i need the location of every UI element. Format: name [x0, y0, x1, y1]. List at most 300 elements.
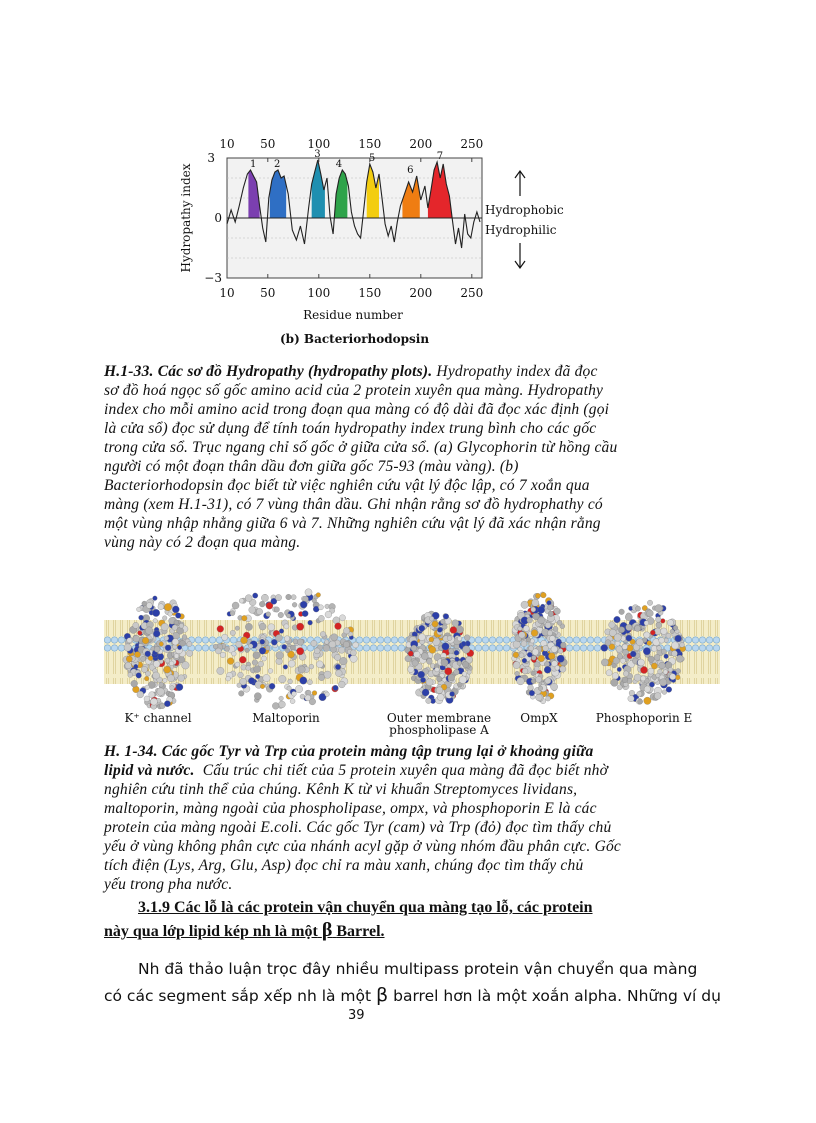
atom-sphere [435, 667, 440, 672]
atom-sphere [613, 658, 620, 665]
atom-sphere [286, 614, 290, 618]
atom-sphere [283, 665, 288, 670]
atom-sphere [284, 636, 290, 642]
atom-sphere [656, 622, 662, 628]
atom-sphere [676, 655, 683, 662]
ompx-structure [510, 592, 567, 704]
atom-sphere [179, 623, 184, 628]
atom-sphere [320, 631, 326, 637]
atom-sphere [248, 644, 253, 649]
atom-sphere [654, 693, 661, 700]
atom-sphere [174, 654, 179, 659]
atom-sphere [531, 630, 538, 637]
protein-label-ompx: OmpX [520, 711, 558, 725]
atom-sphere [637, 691, 642, 696]
atom-sphere [548, 611, 554, 617]
atom-sphere [655, 605, 663, 613]
atom-sphere [279, 675, 287, 683]
atom-sphere [261, 594, 268, 601]
atom-sphere [418, 671, 425, 678]
atom-sphere [651, 663, 657, 669]
caption-1-line: là cửa sổ) đọc sử dụng để tính toán hydropathy index trung bình cho các gốc [104, 420, 597, 437]
atom-sphere [292, 602, 297, 607]
atom-sphere [414, 651, 421, 658]
atom-sphere [343, 628, 349, 634]
atom-sphere [647, 610, 654, 617]
atom-sphere [159, 682, 164, 687]
caption-1-line: người có một đoạn thân dầu đơn giữa gốc 75-93 (màu vàng). (b) [104, 458, 519, 475]
caption-1-line: Hydropathy index đã đọc [436, 363, 598, 380]
atom-sphere [554, 608, 560, 614]
atom-sphere [231, 651, 236, 656]
atom-sphere [268, 669, 273, 674]
atom-sphere [217, 667, 224, 674]
atom-sphere [249, 606, 256, 613]
atom-sphere [622, 644, 628, 650]
atom-sphere [627, 645, 634, 652]
atom-sphere [175, 613, 181, 619]
atom-sphere [282, 644, 287, 649]
atom-sphere [238, 672, 244, 678]
caption-2-line: tích điện (Lys, Arg, Glu, Asp) đọc chỉ ra màu xanh, chúng đọc tìm thấy chủ [104, 857, 584, 874]
atom-sphere [157, 688, 165, 696]
y-tick-3: 3 [207, 151, 215, 165]
caption-2-line: maltoporin, màng ngoài của phospholipase, ompx, và phosphoporin E là các [104, 800, 597, 817]
atom-sphere [230, 611, 235, 616]
atom-sphere [350, 655, 357, 662]
bottom-tick-label: 250 [460, 286, 484, 300]
atom-sphere [145, 627, 153, 635]
atom-sphere [235, 662, 240, 667]
atom-sphere [178, 675, 185, 682]
atom-sphere [309, 664, 314, 669]
atom-sphere [436, 687, 443, 694]
atom-sphere [339, 647, 345, 653]
atom-sphere [153, 630, 160, 637]
atom-sphere [636, 639, 643, 646]
atom-sphere [145, 685, 150, 690]
atom-sphere [256, 608, 262, 614]
atom-sphere [551, 683, 558, 690]
atom-sphere [530, 639, 534, 643]
atom-sphere [226, 676, 231, 681]
atom-sphere [153, 672, 160, 679]
atom-sphere [522, 658, 527, 663]
atom-sphere [125, 662, 132, 669]
atom-sphere [325, 611, 332, 618]
atom-sphere [527, 652, 532, 657]
atom-sphere [222, 634, 228, 640]
atom-sphere [278, 612, 284, 618]
atom-sphere [142, 637, 149, 644]
atom-sphere [536, 676, 542, 682]
atom-sphere [246, 666, 251, 671]
atom-sphere [408, 651, 413, 656]
atom-sphere [305, 589, 312, 596]
atom-sphere [538, 617, 545, 624]
atom-sphere [331, 634, 338, 641]
atom-sphere [519, 632, 526, 639]
body-line: Nh đã thảo luận trọc đây nhiều multipass protein vận chuyển qua màng [138, 960, 698, 978]
atom-sphere [307, 680, 312, 685]
atom-sphere [170, 686, 175, 691]
atom-sphere [254, 693, 261, 700]
atom-sphere [515, 671, 520, 676]
atom-sphere [426, 698, 432, 704]
atom-sphere [442, 643, 449, 650]
atom-sphere [172, 625, 178, 631]
atom-sphere [463, 661, 469, 667]
beta-symbol: β [321, 919, 333, 941]
atom-sphere [548, 605, 554, 611]
atom-sphere [318, 615, 324, 621]
atom-sphere [290, 645, 295, 650]
atom-sphere [161, 623, 168, 630]
atom-sphere [159, 642, 163, 646]
atom-sphere [680, 642, 685, 647]
atom-sphere [625, 614, 632, 621]
atom-sphere [454, 650, 459, 655]
atom-sphere [259, 601, 265, 607]
segment-number-label: 1 [250, 159, 257, 170]
atom-sphere [253, 593, 258, 598]
atom-sphere [644, 621, 649, 626]
atom-sphere [165, 658, 170, 663]
atom-sphere [333, 685, 338, 690]
atom-sphere [227, 658, 234, 665]
atom-sphere [245, 648, 250, 653]
atom-sphere [237, 683, 242, 688]
atom-sphere [325, 692, 330, 697]
segment-number-label: 6 [407, 165, 414, 176]
bottom-tick-label: 150 [358, 286, 382, 300]
atom-sphere [628, 695, 634, 701]
atom-sphere [182, 662, 190, 670]
atom-sphere [531, 655, 536, 660]
atom-sphere [263, 674, 270, 681]
atom-sphere [441, 659, 448, 666]
atom-sphere [338, 681, 345, 688]
atom-sphere [316, 593, 321, 598]
atom-sphere [308, 620, 313, 625]
atom-sphere [297, 648, 304, 655]
atom-sphere [239, 598, 244, 603]
top-tick-label: 200 [409, 137, 433, 151]
atom-sphere [450, 692, 455, 697]
atom-sphere [638, 659, 645, 666]
atom-sphere [538, 655, 545, 662]
atom-sphere [513, 662, 520, 669]
panel-label: (b) Bacteriorhodopsin [280, 332, 430, 346]
section-heading [104, 897, 724, 943]
atom-sphere [429, 646, 436, 653]
atom-sphere [255, 674, 260, 679]
atom-sphere [153, 619, 157, 623]
atom-sphere [172, 606, 179, 613]
atom-sphere [675, 675, 680, 680]
atom-sphere [295, 685, 302, 692]
membrane-proteins-figure [104, 580, 720, 740]
atom-sphere [298, 666, 305, 673]
atom-sphere [531, 679, 536, 684]
atom-sphere [440, 619, 445, 624]
atom-sphere [619, 627, 625, 633]
atom-sphere [144, 676, 149, 681]
atom-sphere [285, 649, 289, 653]
atom-sphere [546, 696, 551, 701]
atom-sphere [163, 678, 167, 682]
top-tick-label: 50 [260, 137, 276, 151]
atom-sphere [647, 600, 652, 605]
atom-sphere [536, 694, 543, 701]
hydrophilic-arrow-icon [515, 243, 525, 268]
atom-sphere [535, 593, 540, 598]
atom-sphere [279, 629, 284, 634]
atom-sphere [286, 594, 292, 600]
y-tick-neg3: −3 [204, 271, 222, 285]
atom-sphere [672, 651, 678, 657]
atom-sphere [323, 645, 330, 652]
atom-sphere [145, 651, 151, 657]
body-paragraph [104, 956, 724, 1009]
atom-sphere [656, 617, 662, 623]
atom-sphere [445, 668, 452, 675]
atom-sphere [557, 655, 564, 662]
segment-number-label: 7 [436, 151, 444, 162]
bottom-tick-label: 100 [307, 286, 331, 300]
atom-sphere [626, 624, 632, 630]
atom-sphere [297, 639, 303, 645]
atom-sphere [300, 694, 305, 699]
atom-sphere [558, 649, 563, 654]
atom-sphere [172, 639, 179, 646]
atom-sphere [187, 641, 192, 646]
atom-sphere [654, 654, 660, 660]
atom-sphere [601, 659, 608, 666]
atom-sphere [663, 670, 668, 675]
atom-sphere [532, 599, 539, 606]
atom-sphere [638, 699, 643, 704]
atom-sphere [667, 620, 673, 626]
atom-sphere [126, 656, 132, 662]
page-number: 39 [348, 1008, 365, 1023]
atom-sphere [318, 605, 323, 610]
atom-sphere [312, 691, 317, 696]
caption-2-title: H. 1-34. Các gốc Tyr và Trp của protein màng tập trung lại ở khoảng giữa [104, 743, 594, 760]
atom-sphere [651, 646, 657, 652]
atom-sphere [429, 637, 434, 642]
atom-sphere [666, 687, 672, 693]
atom-sphere [656, 673, 660, 677]
atom-sphere [553, 626, 558, 631]
top-tick-label: 100 [307, 137, 331, 151]
body-line: barrel hơn là một xoắn alpha. Những ví dụ [393, 987, 721, 1005]
atom-sphere [532, 649, 539, 656]
atom-sphere [517, 677, 525, 685]
atom-sphere [614, 616, 621, 623]
atom-sphere [659, 637, 665, 643]
atom-sphere [418, 634, 425, 641]
caption-1-line: trong cửa sổ. Trục ngang chỉ số gốc ở giữa cửa sổ. (a) Glycophorin từ hồng cầu [104, 439, 618, 456]
atom-sphere [274, 607, 279, 612]
atom-sphere [534, 666, 539, 671]
atom-sphere [629, 690, 635, 696]
atom-sphere [545, 622, 551, 628]
bottom-tick-label: 10 [219, 286, 235, 300]
atom-sphere [245, 595, 252, 602]
atom-sphere [641, 676, 646, 681]
atom-sphere [412, 660, 418, 666]
atom-sphere [560, 666, 566, 672]
atom-sphere [457, 636, 462, 641]
atom-sphere [437, 694, 444, 701]
atom-sphere [620, 658, 625, 663]
atom-sphere [421, 653, 428, 660]
atom-sphere [630, 651, 636, 657]
atom-sphere [314, 648, 320, 654]
atom-sphere [670, 629, 674, 633]
atom-sphere [649, 682, 654, 687]
beta-symbol: β [376, 984, 389, 1006]
atom-sphere [411, 645, 417, 651]
atom-sphere [531, 671, 536, 676]
atom-sphere [241, 665, 247, 671]
atom-sphere [133, 622, 139, 628]
atom-sphere [661, 628, 668, 635]
atom-sphere [164, 666, 171, 673]
atom-sphere [252, 660, 258, 666]
atom-sphere [306, 690, 311, 695]
caption-1-line: vùng này có 2 đoạn qua màng. [104, 534, 301, 551]
atom-sphere [650, 630, 655, 635]
atom-sphere [548, 653, 555, 660]
atom-sphere [617, 685, 622, 690]
atom-sphere [529, 690, 535, 696]
atom-sphere [131, 680, 138, 687]
atom-sphere [220, 652, 226, 658]
top-tick-label: 150 [358, 137, 382, 151]
atom-sphere [443, 614, 449, 620]
atom-sphere [519, 653, 524, 658]
atom-sphere [164, 636, 169, 641]
atom-sphere [545, 678, 551, 684]
atom-sphere [464, 635, 470, 641]
atom-sphere [541, 592, 547, 598]
atom-sphere [137, 691, 144, 698]
atom-sphere [268, 624, 275, 631]
atom-sphere [176, 684, 183, 691]
atom-sphere [462, 672, 467, 677]
hydrophobic-label: Hydrophobic [485, 203, 564, 217]
atom-sphere [648, 668, 654, 674]
atom-sphere [670, 674, 676, 680]
atom-sphere [259, 647, 266, 654]
atom-sphere [544, 662, 549, 667]
atom-sphere [522, 668, 528, 674]
atom-sphere [622, 677, 628, 683]
segment-number-label: 5 [368, 153, 376, 164]
atom-sphere [127, 638, 132, 643]
atom-sphere [276, 652, 284, 660]
atom-sphere [153, 596, 158, 601]
atom-sphere [626, 635, 632, 641]
atom-sphere [513, 652, 519, 658]
atom-sphere [560, 642, 566, 648]
atom-sphere [217, 626, 224, 633]
atom-sphere [168, 612, 172, 616]
atom-sphere [531, 607, 536, 612]
atom-sphere [452, 620, 459, 627]
atom-sphere [619, 609, 625, 615]
atom-sphere [300, 677, 307, 684]
atom-sphere [422, 689, 429, 696]
caption-1-line: màng (xem H.1-31), có 7 vùng thân dầu. Ghi nhận rằng sơ đồ hydrophathy có [104, 496, 603, 513]
atom-sphere [164, 603, 171, 610]
hydrophilic-label: Hydrophilic [485, 223, 557, 237]
atom-sphere [538, 686, 543, 691]
atom-sphere [528, 685, 534, 691]
atom-sphere [168, 675, 175, 682]
atom-sphere [661, 649, 666, 654]
atom-sphere [547, 630, 552, 635]
y-tick-0: 0 [214, 211, 222, 225]
atom-sphere [644, 632, 650, 638]
atom-sphere [149, 692, 155, 698]
atom-sphere [426, 679, 433, 686]
atom-sphere [292, 691, 297, 696]
atom-sphere [335, 664, 340, 669]
atom-sphere [521, 641, 527, 647]
atom-sphere [284, 624, 289, 629]
caption-1-line: sơ đồ hoá ngọc số gốc amino acid của 2 protein xuyên qua màng. Hydropathy [104, 382, 604, 399]
k-channel-structure [123, 596, 193, 709]
caption-1-line: index cho mỗi amino acid trong đoạn qua màng có độ dài đã đọc xác định (gọi [104, 401, 610, 418]
figure-1-34-caption [104, 742, 720, 894]
atom-sphere [302, 611, 308, 617]
segment-number-label: 4 [335, 159, 343, 170]
caption-1-label: H.1-33. Các sơ đồ Hydropathy (hydropathy plots). [104, 363, 433, 380]
atom-sphere [335, 623, 342, 630]
atom-sphere [124, 644, 131, 651]
atom-sphere [128, 673, 133, 678]
atom-sphere [165, 645, 171, 651]
hydrophobic-arrow-icon [515, 171, 525, 196]
atom-sphere [462, 646, 470, 654]
bottom-tick-label: 200 [409, 286, 433, 300]
atom-sphere [614, 634, 621, 641]
atom-sphere [158, 604, 164, 610]
atom-sphere [235, 626, 239, 630]
atom-sphere [664, 654, 669, 659]
atom-sphere [146, 603, 152, 609]
atom-sphere [659, 662, 666, 669]
atom-sphere [137, 607, 142, 612]
atom-sphere [133, 635, 140, 642]
caption-1-line: một vùng nhập nhằng giữa 6 và 7. Những nghiên cứu vật lý đã xác nhận rằng [104, 515, 601, 532]
atom-sphere [242, 615, 248, 621]
atom-sphere [174, 620, 179, 625]
atom-sphere [543, 645, 549, 651]
atom-sphere [616, 646, 623, 653]
atom-sphere [448, 674, 455, 681]
atom-sphere [544, 666, 551, 673]
atom-sphere [635, 606, 640, 611]
atom-sphere [265, 646, 270, 651]
atom-sphere [329, 641, 336, 648]
atom-sphere [180, 640, 186, 646]
atom-sphere [467, 670, 471, 674]
atom-sphere [318, 674, 324, 680]
